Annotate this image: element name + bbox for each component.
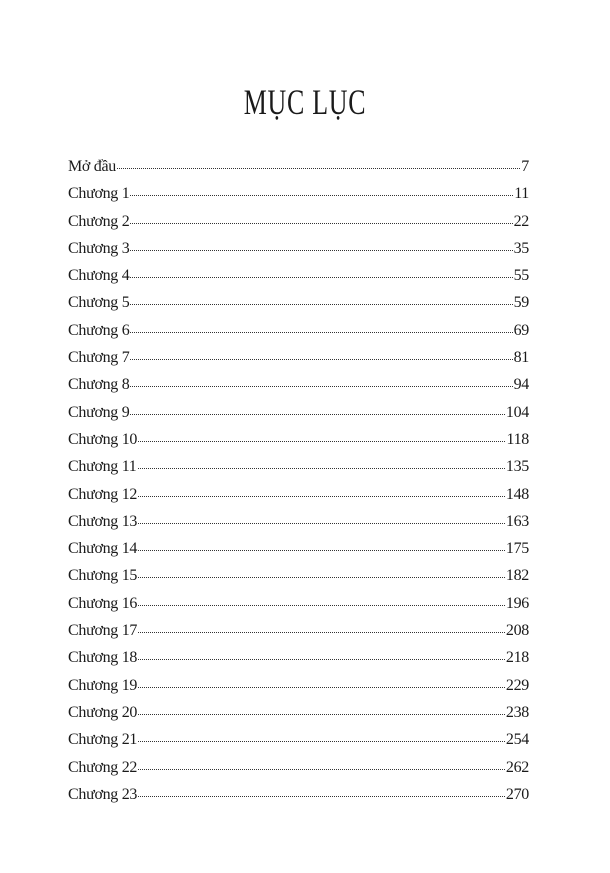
toc-entry: [68, 566, 529, 593]
dot-leader: [130, 332, 512, 333]
toc-entry: [68, 403, 529, 430]
toc-entry-page-number: 7: [521, 158, 529, 175]
toc-entry-label: Chương 2: [68, 212, 130, 230]
toc-entry-page-number: 135: [505, 458, 529, 476]
dot-leader: [117, 168, 520, 169]
toc-entry: [68, 485, 529, 512]
toc-entry: [68, 266, 529, 293]
toc-entry: [68, 293, 529, 320]
toc-entry-page-number: 22: [513, 212, 529, 230]
dot-leader: [138, 605, 505, 606]
toc-entry-label: Chương 6: [68, 321, 130, 339]
toc-entry: [68, 785, 529, 812]
toc-entry: [68, 676, 529, 703]
toc-entry: [68, 375, 529, 402]
dot-leader: [138, 714, 505, 715]
toc-entry: [68, 157, 529, 184]
toc-entry-label: Chương 1: [68, 185, 130, 203]
toc-entry: [68, 184, 529, 211]
toc-entry-label: Chương 22: [68, 758, 138, 776]
toc-entry-label: Chương 7: [68, 349, 130, 367]
dot-leader: [130, 414, 504, 415]
toc-entry: [68, 239, 529, 266]
dot-leader: [138, 632, 505, 633]
dot-leader: [138, 577, 505, 578]
toc-entry-label: Chương 10: [68, 430, 138, 448]
toc-entry: [68, 648, 529, 675]
toc-entry-page-number: 254: [505, 731, 529, 749]
toc-entry-page-number: 104: [505, 403, 529, 421]
dot-leader: [130, 386, 512, 387]
toc-entry-label: Chương 15: [68, 567, 138, 585]
toc-entry: [68, 212, 529, 239]
toc-entry: [68, 321, 529, 348]
dot-leader: [138, 687, 505, 688]
toc-entry-label: Chương 8: [68, 376, 130, 394]
toc-entry-page-number: 182: [505, 567, 529, 585]
toc-entry-page-number: 163: [505, 512, 529, 530]
toc-entry: [68, 457, 529, 484]
toc-entry: [68, 621, 529, 648]
toc-entry-label: Chương 19: [68, 676, 138, 694]
dot-leader: [130, 277, 512, 278]
dot-leader: [130, 304, 512, 305]
toc-entry-page-number: 69: [513, 321, 529, 339]
toc-entry-page-number: 35: [513, 239, 529, 257]
page-title: MỤC LỤC: [243, 82, 367, 122]
toc-entry-page-number: 118: [506, 430, 529, 448]
toc-entry-label: Chương 16: [68, 594, 138, 612]
toc-entry: [68, 539, 529, 566]
toc-entry-label: Chương 13: [68, 512, 138, 530]
dot-leader: [138, 468, 505, 469]
toc-entry-page-number: 94: [513, 376, 529, 394]
dot-leader: [138, 496, 505, 497]
toc-entry-label: Chương 9: [68, 403, 130, 421]
toc-entry-label: Chương 3: [68, 239, 130, 257]
dot-leader: [130, 223, 512, 224]
dot-leader: [130, 250, 512, 251]
toc-entry-page-number: 218: [505, 649, 529, 667]
toc-entry-page-number: 229: [505, 676, 529, 694]
toc-entry-label: Chương 12: [68, 485, 138, 503]
toc-entry-label: Chương 17: [68, 622, 138, 640]
toc-entry-label: Chương 20: [68, 703, 138, 721]
toc-entry-label: Chương 21: [68, 731, 138, 749]
toc-entry-page-number: 11: [514, 185, 529, 203]
dot-leader: [138, 741, 505, 742]
toc-entry-page-number: 262: [505, 758, 529, 776]
toc-entry-label: Chương 5: [68, 294, 130, 312]
dot-leader: [130, 195, 513, 196]
dot-leader: [138, 659, 505, 660]
dot-leader: [138, 550, 505, 551]
dot-leader: [130, 359, 512, 360]
toc-entry-page-number: 270: [505, 785, 529, 803]
toc-entry-page-number: 81: [513, 349, 529, 367]
toc-entry-label: Chương 23: [68, 785, 138, 803]
toc-entry: [68, 703, 529, 730]
toc-entry: [68, 730, 529, 757]
toc-entry-page-number: 238: [505, 703, 529, 721]
toc-entry-label: Mở đầu: [68, 158, 116, 175]
toc-entry-page-number: 55: [513, 267, 529, 285]
toc-entry: [68, 758, 529, 785]
toc-entry-label: Chương 14: [68, 540, 138, 558]
toc-entry-page-number: 175: [505, 540, 529, 558]
toc-entry-label: Chương 18: [68, 649, 138, 667]
toc-entry-label: Chương 11: [68, 458, 137, 476]
toc-entry: [68, 594, 529, 621]
toc-entry-page-number: 59: [513, 294, 529, 312]
dot-leader: [138, 523, 505, 524]
toc-entry-label: Chương 4: [68, 267, 130, 285]
toc-entry-page-number: 196: [505, 594, 529, 612]
table-of-contents: [68, 157, 529, 812]
toc-entry: [68, 348, 529, 375]
toc-entry-page-number: 208: [505, 622, 529, 640]
dot-leader: [138, 769, 505, 770]
toc-entry-page-number: 148: [505, 485, 529, 503]
dot-leader: [138, 441, 505, 442]
dot-leader: [138, 796, 505, 797]
toc-entry: [68, 512, 529, 539]
toc-entry: [68, 430, 529, 457]
